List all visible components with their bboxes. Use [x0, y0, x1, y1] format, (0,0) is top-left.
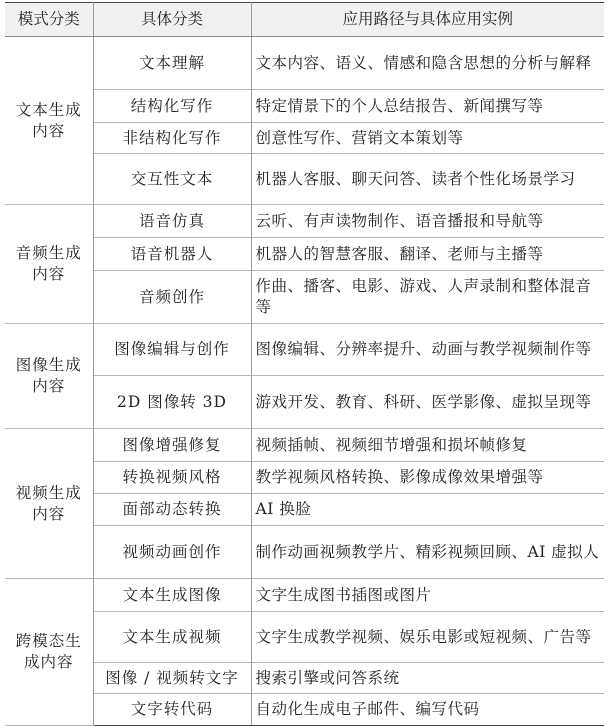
subcategory-cell: 视频动画创作 [93, 526, 251, 579]
subcategory-cell: 2D 图像转 3D [93, 376, 251, 429]
header-row [5, 3, 604, 37]
header-application: 应用路径与具体应用实例 [251, 3, 604, 37]
application-cell: 视频插帧、视频细节增强和损坏帧修复 [251, 429, 604, 462]
mode-category-cell: 图像生成内容 [5, 324, 93, 429]
table-row [5, 90, 604, 123]
application-cell: 图像编辑、分辨率提升、动画与教学视频制作等 [251, 324, 604, 376]
application-cell: 作曲、播客、电影、游戏、人声录制和整体混音等 [251, 271, 604, 324]
table-row [5, 526, 604, 579]
subcategory-cell: 文本生成图像 [93, 579, 251, 612]
table-row [5, 154, 604, 205]
subcategory-cell: 面部动态转换 [93, 494, 251, 526]
application-cell: 文本内容、语义、情感和隐含思想的分析与解释 [251, 37, 604, 90]
mode-category-cell: 音频生成内容 [5, 205, 93, 324]
table-row [5, 579, 604, 612]
application-cell: 创意性写作、营销文本策划等 [251, 123, 604, 154]
table-row [5, 429, 604, 462]
table-row [5, 612, 604, 663]
application-cell: 游戏开发、教育、科研、医学影像、虚拟呈现等 [251, 376, 604, 429]
table-row [5, 462, 604, 494]
application-cell: 搜索引擎或问答系统 [251, 663, 604, 694]
application-cell: 制作动画视频教学片、精彩视频回顾、AI 虚拟人 [251, 526, 604, 579]
subcategory-cell: 图像 / 视频转文字 [93, 663, 251, 694]
application-cell: 云听、有声读物制作、语音播报和导航等 [251, 205, 604, 238]
table-row [5, 37, 604, 90]
subcategory-cell: 文本生成视频 [93, 612, 251, 663]
application-cell: 机器人客服、聊天问答、读者个性化场景学习 [251, 154, 604, 205]
table-row [5, 663, 604, 694]
application-cell: 机器人的智慧客服、翻译、老师与主播等 [251, 238, 604, 271]
subcategory-cell: 文本理解 [93, 37, 251, 90]
table-row [5, 271, 604, 324]
subcategory-cell: 图像增强修复 [93, 429, 251, 462]
table-row [5, 238, 604, 271]
table-row [5, 376, 604, 429]
mode-category-cell: 跨模态生成内容 [5, 579, 93, 726]
table-row [5, 494, 604, 526]
mode-category-cell: 视频生成内容 [5, 429, 93, 579]
table-row [5, 694, 604, 726]
subcategory-cell: 音频创作 [93, 271, 251, 324]
table-row [5, 205, 604, 238]
subcategory-cell: 结构化写作 [93, 90, 251, 123]
header-subcategory: 具体分类 [93, 3, 251, 37]
application-cell: 教学视频风格转换、影像成像效果增强等 [251, 462, 604, 494]
application-cell: 文字生成图书插图或图片 [251, 579, 604, 612]
classification-table [5, 2, 604, 726]
application-cell: AI 换脸 [251, 494, 604, 526]
subcategory-cell: 文字转代码 [93, 694, 251, 726]
table-row [5, 123, 604, 154]
subcategory-cell: 转换视频风格 [93, 462, 251, 494]
subcategory-cell: 交互性文本 [93, 154, 251, 205]
application-cell: 自动化生成电子邮件、编写代码 [251, 694, 604, 726]
application-cell: 特定情景下的个人总结报告、新闻撰写等 [251, 90, 604, 123]
subcategory-cell: 非结构化写作 [93, 123, 251, 154]
table-body [5, 3, 604, 726]
subcategory-cell: 图像编辑与创作 [93, 324, 251, 376]
mode-category-cell: 文本生成内容 [5, 37, 93, 205]
subcategory-cell: 语音仿真 [93, 205, 251, 238]
table-row [5, 324, 604, 376]
application-cell: 文字生成教学视频、娱乐电影或短视频、广告等 [251, 612, 604, 663]
subcategory-cell: 语音机器人 [93, 238, 251, 271]
header-mode: 模式分类 [5, 3, 93, 37]
